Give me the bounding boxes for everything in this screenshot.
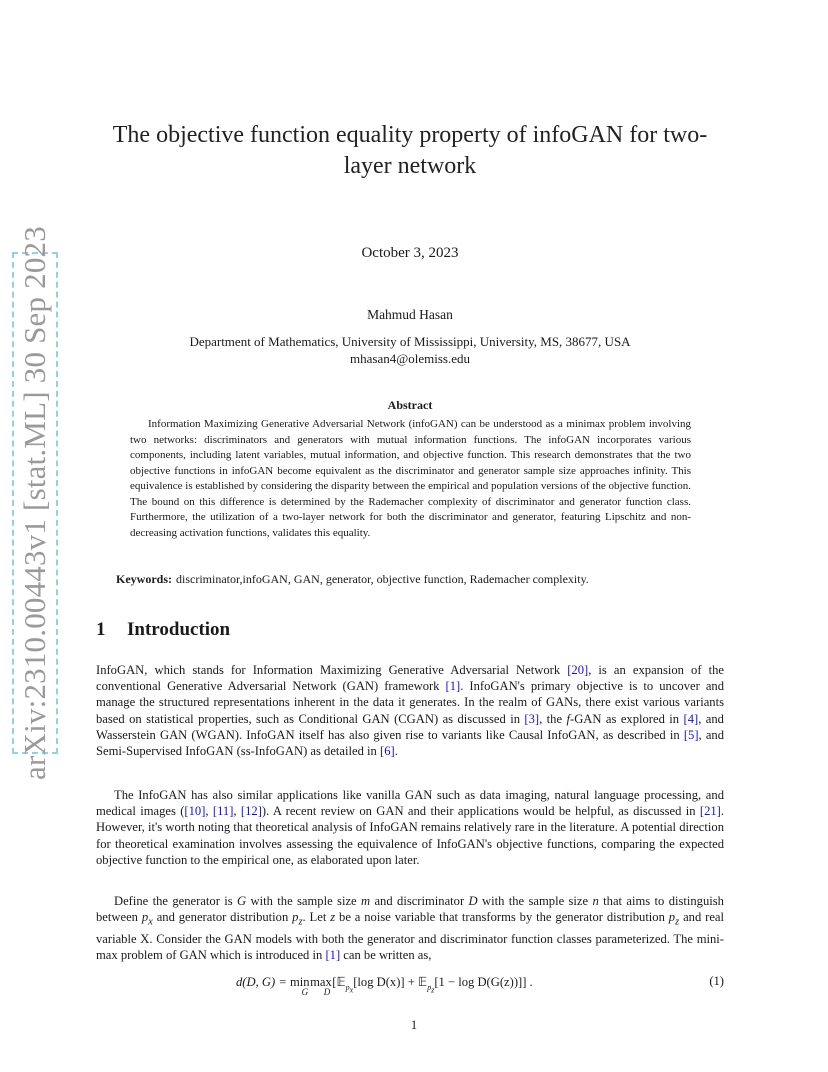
math-sub: z	[298, 916, 303, 928]
text-run: ,	[233, 804, 241, 819]
section-heading	[96, 619, 230, 641]
citation-link[interactable]: [4]	[683, 711, 699, 726]
eq-sub: p	[345, 982, 350, 992]
math-z: z	[330, 910, 336, 925]
section-title: Introduction	[127, 619, 231, 640]
keywords-list: discriminator,infoGAN, GAN, generator, objective function, Rademacher complexity.	[176, 572, 589, 586]
math-p-z: p	[668, 910, 676, 925]
eq-min-sub: G	[301, 987, 309, 997]
text-run: The InfoGAN has also similar applications like vanilla GAN such as data imaging, natural language processing, and medical images (	[96, 788, 724, 819]
text-run: . Let	[302, 910, 331, 925]
text-run: , and Wasserstein GAN (WGAN). InfoGAN itself has also given rise to variants like Causal InfoGAN, as described in	[96, 711, 724, 742]
text-run: , the	[539, 711, 567, 726]
arxiv-side-stamp	[12, 226, 58, 780]
eq-max-sub: D	[323, 987, 331, 997]
text-run: with the sample size	[477, 894, 593, 908]
text-run: can be written as,	[340, 948, 432, 963]
text-run: that aims to distinguish between	[96, 894, 724, 925]
text-run: and discriminator	[370, 894, 469, 908]
eq-body: [log D(x)] + 𝔼	[353, 975, 428, 989]
citation-link[interactable]: [10]	[184, 804, 206, 819]
eq-sub: p	[427, 982, 432, 992]
eq-body: [𝔼	[332, 975, 346, 989]
affiliation: Department of Mathematics, University of Mississippi, University, MS, 38677, USA	[189, 334, 631, 349]
text-run: be a noise variable that transforms by the generator distribution	[335, 910, 669, 925]
text-run: , and Semi-Supervised InfoGAN (ss-InfoGAN) as detailed in	[96, 727, 724, 759]
text-run: , is an expansion of the conventional Generative Adversarial Network (GAN) framework	[96, 663, 724, 694]
keywords-label: Keywords:	[116, 572, 172, 586]
paragraph-3	[96, 893, 724, 963]
math-G: G	[237, 894, 247, 908]
abstract-heading: Abstract	[387, 398, 433, 412]
citation-link[interactable]: [1]	[325, 948, 341, 963]
math-n: n	[592, 894, 599, 908]
text-run: Define the generator is	[114, 894, 238, 908]
eq-body: [1 − log D(G(z))]] .	[434, 975, 533, 989]
eq-lhs: d(D, G) =	[236, 975, 290, 989]
text-run: -GAN as explored in	[570, 711, 684, 726]
page-number: 1	[410, 1018, 418, 1032]
section-number: 1	[96, 619, 106, 640]
text-run: InfoGAN, which stands for Information Maximizing Generative Adversarial Network	[96, 663, 568, 677]
equation-number: (1)	[709, 974, 724, 988]
text-run: with the sample size	[246, 894, 361, 908]
equation-1	[96, 972, 724, 998]
eq-subsub: x	[349, 985, 354, 995]
math-p-x: p	[141, 910, 149, 925]
text-run: and real variable X. Consider the GAN models with both the generator and discriminator function classes parameterized. The mini-max problem of GAN which is introduced in	[96, 910, 725, 963]
citation-link[interactable]: [5]	[683, 727, 699, 742]
math-m: m	[361, 894, 371, 908]
text-run: ). A recent review on GAN and their applications would be helpful, as discussed in	[261, 804, 700, 819]
keywords	[116, 571, 716, 587]
eq-subsub: z	[431, 985, 435, 995]
text-run: and generator distribution	[152, 910, 293, 925]
author-name: Mahmud Hasan	[367, 307, 453, 322]
citation-link[interactable]: [12]	[240, 804, 262, 819]
math-p-z: p	[292, 910, 299, 925]
equation-formula	[236, 974, 533, 997]
citation-link[interactable]: [20]	[567, 663, 589, 677]
abstract-text: Information Maximizing Generative Adversarial Network (infoGAN) can be understood as a minimax problem involving two networks: discriminators and generators with mutual information functions. The infoGAN incorporates various components, including latent variables, mutual information, and objective function. This research demonstrates that the two objective functions in infoGAN become equivalent as the discriminator and generator sample size approaches infinity. This equivalence is established by considering the disparity between the empirical and population versions of the objective function. The bound on this difference is determined by the Rademacher complexity of discriminator and generator function class. Furthermore, the utilization of a two-layer network for both the discriminator and generator, featuring Lipschitz and non-decreasing activation functions, validates this equality.	[130, 418, 691, 539]
text-run: . However, it's worth noting that theoretical analysis of InfoGAN remains relatively rare in the literature. A potential direction for theoretical examination involves assessing the equivalence of InfoGAN's objective functions, comparing the expected objective function to the empirical one, as elaborated upon later.	[96, 804, 725, 867]
text-run: . InfoGAN's primary objective is to uncover and manage the structured representations inherent in the data it generates. In the realm of GANs, there exist various variants based on statistical properties, such as Conditional GAN (CGAN) as discussed in	[96, 679, 724, 726]
arxiv-stamp-text: arXiv:2310.00443v1 [stat.ML] 30 Sep 2023	[17, 226, 53, 780]
text-run: .	[394, 744, 398, 759]
author-email: mhasan4@olemiss.edu	[350, 351, 470, 366]
eq-min: min	[289, 975, 310, 989]
citation-link[interactable]: [21]	[699, 804, 721, 819]
paragraph-1	[96, 662, 724, 759]
citation-link[interactable]: [6]	[380, 744, 395, 759]
eq-max: max	[310, 975, 332, 989]
paragraph-2	[96, 787, 724, 868]
math-sub: x	[148, 916, 153, 928]
paper-date: October 3, 2023	[361, 245, 459, 261]
math-sub: z	[675, 916, 680, 928]
math-f: f	[566, 711, 570, 726]
citation-link[interactable]: [11]	[212, 804, 234, 819]
citation-link[interactable]: [1]	[445, 679, 461, 694]
text-run: ,	[205, 804, 213, 819]
author-affiliation-block	[96, 333, 724, 367]
math-D: D	[468, 894, 478, 908]
paper-title: The objective function equality property of infoGAN for two-layer network	[112, 122, 708, 179]
citation-link[interactable]: [3]	[524, 711, 540, 726]
